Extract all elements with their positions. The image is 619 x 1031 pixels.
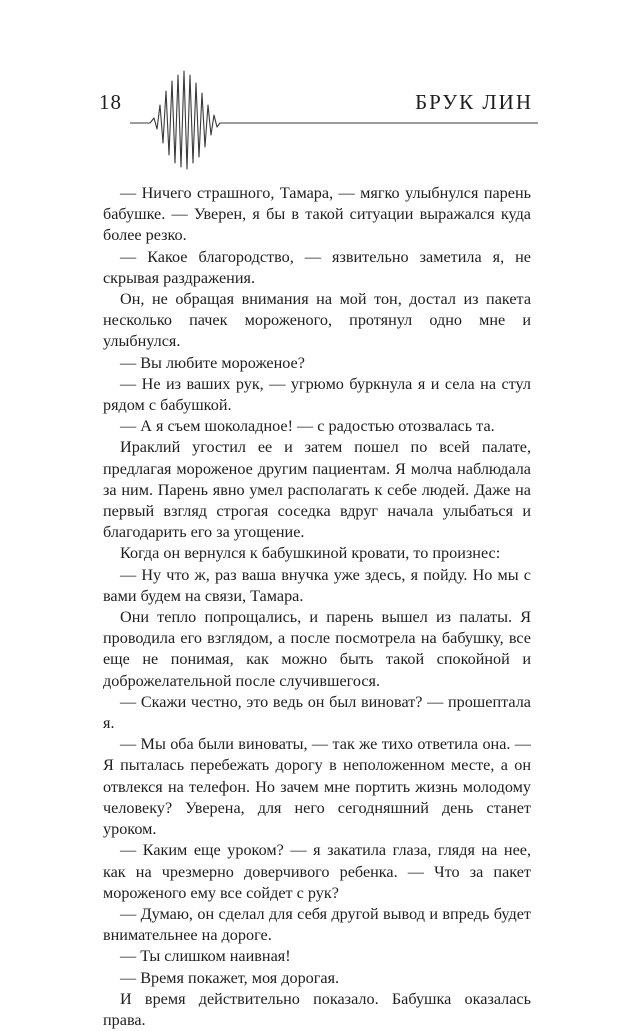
paragraph: И время действительно показало. Бабушка оказалась права. <box>103 989 531 1029</box>
paragraph: Они тепло попрощались, и парень вышел из палаты. Я проводила его взглядом, а после посмотрела на бабушку, все еще не понимая, как можно быть такой спокойной и доброжелательной после случившегося. <box>103 608 531 690</box>
paragraph: Когда он вернулся к бабушкиной кровати, то произнес: <box>120 544 501 563</box>
paragraph: — Вы любите мороженое? <box>120 353 305 372</box>
paragraph: — Какое благородство, — язвительно заметила я, не скрывая раздражения. <box>103 247 531 287</box>
paragraph: Ираклий угостил ее и затем пошел по всей палате, предлагая мороженое другим пациентам. Я молча наблюдала за ним. Парень явно умел располагать к себе людей. Даже на первый взгляд строгая соседка вдруг начала улыбаться и благодарить его за угощение. <box>103 438 531 542</box>
body-text <box>103 183 531 1031</box>
paragraph: — Не из ваших рук, — угрюмо буркнула я и села на стул рядом с бабушкой. <box>103 374 531 415</box>
paragraph: — Каким еще уроком? — я закатила глаза, глядя на нее, как на чрезмерно доверчивого ребенка. — Что за пакет мороженого ему все сойдет с рук? <box>103 841 531 902</box>
paragraph: — Время покажет, моя дорогая. <box>120 968 340 987</box>
page-number: 18 <box>99 90 122 114</box>
paragraph: — Думаю, он сделал для себя другой вывод и впредь будет внимательнее на дороге. <box>103 904 531 945</box>
paragraph: — А я съем шоколадное! — с радостью отозвалась та. <box>120 417 495 436</box>
paragraph: — Скажи честно, это ведь он был виноват? — прошептала я. <box>103 692 531 733</box>
paragraph: — Ты слишком наивная! <box>120 947 291 966</box>
paragraph: — Ну что ж, раз ваша внучка уже здесь, я пойду. Но мы с вами будем на связи, Тамара. <box>103 565 531 605</box>
paragraph: Он, не обращая внимания на мой тон, достал из пакета несколько пачек мороженого, протянул одно мне и улыбнулся. <box>103 290 531 351</box>
running-head: БРУК ЛИН <box>415 90 533 114</box>
paragraph: — Ничего страшного, Тамара, — мягко улыбнулся парень бабушке. — Уверен, я бы в такой ситуации выражался куда более резко. <box>103 184 531 245</box>
paragraph: — Мы оба были виноваты, — так же тихо ответила она. — Я пыталась перебежать дорогу в неположенном месте, а он отвлекся на телефон. Но зачем мне портить жизнь молодому человеку? Уверена, для него сегодняшний день станет уроком. <box>103 735 531 839</box>
heartbeat-line-ornament <box>98 63 538 171</box>
